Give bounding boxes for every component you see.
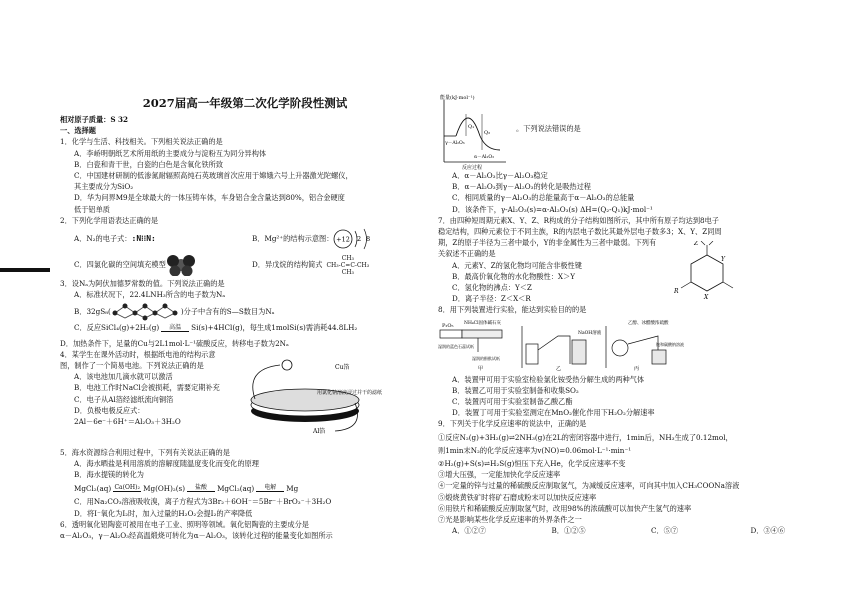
- right-column: [438, 0, 850, 536]
- label-jia: 甲: [478, 365, 484, 372]
- q6-energy-row: [438, 95, 850, 171]
- q1-option-c: C．中国建材研制的低渗氮耐辐照高纯石英玻璃首次应用于嫦娥六号上升器激光陀螺仪，: [74, 171, 353, 181]
- q4-option-b: B．电池工作时NaCl会被损耗，需要定期补充: [74, 383, 220, 393]
- q5-b-conversion: MgCl₂(aq) Ca(OH)₂ Mg(OH)₂(s) 盐酸 MgCl₂(aq) 电解 Mg: [74, 483, 299, 493]
- q5-arrow-3: 电解: [256, 484, 284, 492]
- q5-arrow-1: Ca(OH)₂: [114, 484, 140, 492]
- naoh-label: NaOH溶液: [578, 330, 602, 336]
- mg-nucleus-label: +12: [336, 235, 351, 244]
- q7-block: [438, 215, 850, 305]
- reaction-process-label: 反应过程: [462, 165, 483, 171]
- left-column: [60, 0, 430, 541]
- page-title: 2027届高一年级第二次化学阶段性测试: [142, 96, 348, 110]
- q3-option-d: D．加热条件下，足量的Cu与2L1mol·L⁻¹硫酸反应，转移电子数为2Nₐ: [60, 338, 289, 348]
- q6-stem-2: α－Al₂O₃，γ－Al₂O₃经高温煅烧可转化为α－Al₂O₃，该转化过程的能量变化如图所示: [60, 531, 333, 541]
- q9-item-5: ⑤煅烧黄铁矿时将矿石磨成粉末可以加快反应速率: [438, 492, 597, 502]
- q9-item-1-cont: 则1min末N₂的化学反应速率为v(NO)=0.06mol·L⁻¹·min⁻¹: [438, 445, 632, 455]
- q9-item-7: ⑦光是影响某些化学反应速率的外界条件之一: [438, 515, 582, 525]
- alpha-alumina-label: α－Al₂O₃: [474, 155, 494, 160]
- q9-option-c: C．⑤⑦: [651, 526, 679, 536]
- q8-option-c: C．装置丙可用于实验室制备乙酸乙酯: [452, 397, 573, 407]
- atomic-mass-note: 相对原子质量：S 32: [60, 115, 129, 124]
- q7-molecule-diagram: [674, 241, 740, 305]
- blue-litmus-label: 湿润的蓝色石蕊试纸: [438, 343, 474, 349]
- q7-option-a: A．元素Y、Z的氢化物均可能含非极性键: [452, 260, 582, 270]
- q9-options: [438, 525, 850, 536]
- q4-option-c: C．电子从Al箔经滤纸流向铜箔: [74, 394, 174, 404]
- phenolphthalein-label: 湿润的酚酞试纸: [472, 355, 500, 361]
- q7-option-b: B．最高价氧化物的水化物酸性：X＞Y: [452, 271, 575, 281]
- label-yi: 乙: [556, 365, 562, 372]
- q8-stem: 8．用下列装置进行实验，能达到实验目的的是: [438, 305, 587, 315]
- q9-stem: 9．下列关于化学反应速率的说法中，正确的是: [438, 419, 587, 429]
- cu-foil-label: Cu箔: [335, 363, 350, 371]
- q4-stem-2: 图，制作了一个简易电池。下列说法正确的是: [60, 361, 204, 371]
- q2-option-a: A．N₂的电子式：:N⁝⁝N:: [74, 234, 156, 244]
- q2-option-b: B．Mg²⁺的结构示意图： +12 2 8: [252, 227, 430, 251]
- q3-option-a: A．标准状况下，22.4LNH₃所含的电子数为Nₐ: [74, 290, 226, 300]
- q2-row-ab: [60, 226, 430, 252]
- energy-axis-label: 能量(kJ·mol⁻¹): [440, 95, 475, 101]
- p2o5-label: P₂O₅: [442, 322, 454, 329]
- q2-option-c: C．四氯化碳的空间填充模型: [74, 254, 252, 276]
- paper-battery-diagram: [235, 359, 385, 437]
- mg-shell-2: 8: [366, 235, 371, 244]
- q5-option-a: A．海水晒盐是利用溶质的溶解度随温度变化而变化的原理: [74, 459, 259, 469]
- q9-option-b: B．①②⑤: [551, 526, 586, 536]
- q7-stem-3: 期，Z的原子半径为三者中最小，Y的非金属性为三者中最弱。下列有: [438, 238, 657, 248]
- q7-stem-4: 关叙述不正确的是: [438, 249, 496, 259]
- q6-option-b: B．α－Al₂O₃到γ－Al₂O₃的转化是吸热过程: [452, 182, 591, 192]
- ccl4-space-filling-model: [166, 254, 196, 276]
- q3-arrow-high-temp: 高温: [161, 324, 189, 332]
- q5-option-b: B．海水提镁的转化为: [74, 470, 144, 480]
- q3-option-b: B． 32gS₈( )分子中含有的S—S数目为Nₐ: [60, 300, 430, 322]
- q6-stem: 6．透明氧化铝陶瓷可被用在电子工业、照明等领域。氧化铝陶瓷的主要成分是: [60, 519, 309, 529]
- q5-option-c: C．用Na₂CO₃溶液吸收溴，离子方程式为3Br₂＋6OH⁻＝5Br⁻＋BrO₃⁻＋3H₂O: [74, 497, 332, 507]
- q9-item-3: ③增大压强，一定能加快化学反应速率: [438, 470, 561, 480]
- q6-option-a: A．α－Al₂O₃比γ－Al₂O₃稳定: [452, 171, 548, 180]
- q6-option-d: D．该条件下，γ-Al₂O₃(s)=α-Al₂O₃(s) ΔH=(Q₂-Q₁)kJ·mol⁻¹: [452, 204, 653, 214]
- q5-stem: 5．海水资源综合利用过程中，下列有关说法正确的是: [60, 447, 230, 457]
- n2-electron-formula: :N⁝⁝N:: [131, 234, 156, 244]
- nh4cl-label: NH₄Cl固体碱石灰: [464, 320, 502, 326]
- q4-option-d: D．负极电极反应式：: [74, 405, 145, 415]
- label-bing: 丙: [634, 365, 640, 372]
- q9-item-6: ⑥用铁片和稀硫酸反应制取氢气时，改用98%的浓硫酸可以加快产生氢气的速率: [438, 503, 692, 513]
- q1-stem: 1．化学与生活、科技相关。下列相关说法正确的是: [60, 137, 223, 147]
- left-margin-bar: [0, 268, 50, 272]
- sodium-carbonate-label: 饱和碳酸钠溶液: [656, 341, 684, 347]
- q7-stem-2: 稳定结构，四种元素位于不同主族，R的内层电子数比其最外层电子数多3；X、Y、Z同周: [438, 227, 722, 237]
- q1-option-c-cont: 其主要成分为SiO₂: [74, 182, 134, 192]
- q7-stem: 7．由四种短周期元素X、Y、Z、R构成的分子结构如图所示，其中所有原子均达到8电子: [438, 215, 719, 225]
- q2-row-cd: [60, 252, 430, 278]
- q9-item-1: ①反应N₂(g)+3H₂(g)⇌2NH₃(g)在2L的密闭容器中进行，1min后，NH₃生成了0.12mol，: [438, 432, 733, 442]
- q1-option-d-cont: 低于铝单质: [74, 204, 110, 214]
- s8-crown-molecule: [111, 301, 181, 321]
- q6-stem-tail: 。下列说法错误的是: [516, 123, 581, 133]
- q4-stem: 4．某学生在课外活动时，根据纸电池的结构示意: [60, 349, 216, 359]
- q8-option-a: A．装置甲可用于实验室检验氯化铵受热分解生成的两种气体: [452, 374, 645, 384]
- q1-option-b: B．白瓷和青干世，白瓷的白色是含氧化铁所致: [74, 159, 224, 169]
- q1-option-d: D．华为问界M9是全球最大的一体压铸车体，车身铝合金含量达到80%，铝合金硬度: [74, 193, 345, 203]
- q2-stem: 2．下列化学用语表达正确的是: [60, 215, 159, 225]
- filter-paper-label: 用氯化钠溶液浸过并干的滤纸: [317, 389, 383, 396]
- atom-x-label: X: [704, 293, 709, 301]
- q3-stem: 3．设Nₐ为阿伏加德罗常数的值。下列说法正确的是: [60, 279, 225, 289]
- q9-item-2: ②H₂(g)+S(s)⇌H₂S(g)恒压下充入He，化学反应速率不变: [438, 459, 626, 469]
- q1-label: Q₁: [468, 124, 475, 130]
- q4-block: [60, 349, 430, 447]
- q5-arrow-2: 盐酸: [187, 484, 215, 492]
- q1-option-a: A．李峤明朝纸艺术所用纸的主要成分与淀粉互为同分异构体: [74, 148, 267, 158]
- isopentane-structure: CH₃ CH₃-C=C-CH₃ CH₃: [326, 254, 370, 276]
- q2-label: Q₂: [484, 130, 491, 136]
- q9-option-d: D．③④⑥: [750, 526, 786, 536]
- atom-r-label: R: [674, 287, 679, 295]
- q7-option-c: C．氢化物的沸点：Y＜Z: [452, 283, 532, 293]
- q9-item-4: ④一定量的锌与过量的稀硫酸反应制取氢气，为减缓反应速率，可向其中加入CH₃COONa溶液: [438, 481, 740, 491]
- q7-option-d: D．离子半径：Z＜X＜R: [452, 294, 531, 304]
- section-heading: 一、选择题: [60, 126, 96, 136]
- q4-option-a: A．该电池加几滴水就可以激活: [74, 372, 173, 382]
- al-foil-label: Al箔: [313, 427, 326, 435]
- q4-option-d-equation: 2Al－6e⁻＋6H⁺＝Al₂O₃＋3H₂O: [74, 417, 181, 427]
- gamma-alumina-label: γ－Al₂O₃: [445, 141, 465, 146]
- mg-shell-1: 2: [357, 235, 362, 244]
- q8-option-b: B．装置乙可用于实验室制备和收集SO₂: [452, 385, 579, 395]
- q6-option-c: C．相同质量的γ－Al₂O₃的总能量高于α－Al₂O₃的总能量: [452, 193, 635, 203]
- mg-ion-structure-diagram: [333, 227, 379, 251]
- atom-y-label: Y: [721, 255, 725, 263]
- q8-option-d: D．装置丁可用于实验室测定在MnO₂催化作用下H₂O₂分解速率: [452, 408, 655, 418]
- q8-apparatus-diagram: [438, 316, 688, 374]
- q9-option-a: A．①②⑦: [452, 526, 486, 536]
- ethanol-acid-label: 乙醇、冰醋酸浓硫酸: [628, 320, 669, 326]
- q2-option-d: D．异戊烷的结构简式 CH₃ CH₃-C=C-CH₃ CH₃: [252, 254, 370, 276]
- atom-z-label: Z: [694, 240, 699, 247]
- q3-option-c: C．反应SiCl₄(g)+2H₂(g) 高温 Si(s)+4HCl(g)，每生成1molSi(s)需消耗44.8LH₂: [74, 323, 358, 333]
- q5-option-d: D．将I⁻氧化为I₂时，加入过量的H₂O₂会提I₂的产率降低: [74, 508, 253, 518]
- energy-profile-diagram: [438, 95, 510, 171]
